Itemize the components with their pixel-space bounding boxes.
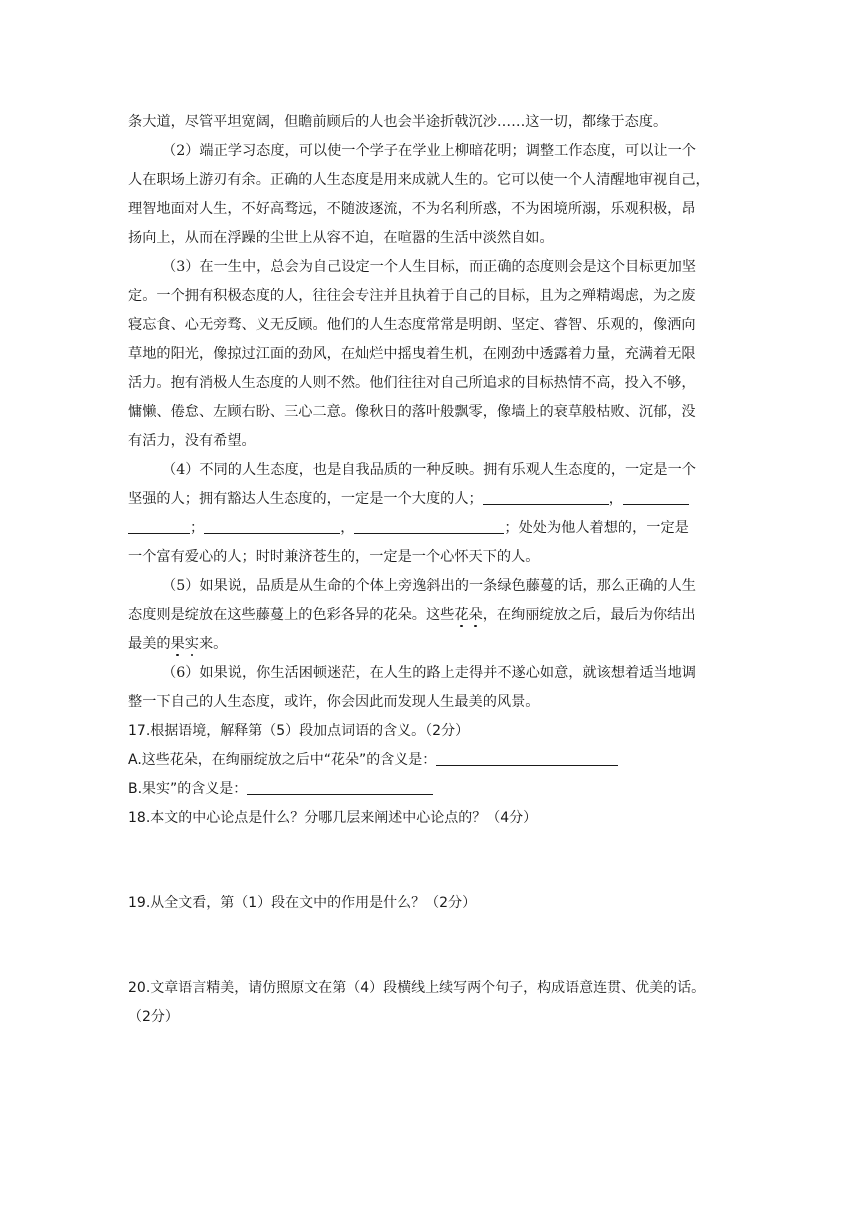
paragraph-4-text: 坚强的人；拥有豁达人生态度的，一定是一个大度的人； (128, 491, 483, 507)
answer-blank-17b[interactable] (247, 778, 433, 795)
paragraph-4-text: ， (608, 491, 623, 507)
paragraph-3-line: 寝忘食、心无旁骛、义无反顾。他们的人生态度常常是明朗、坚定、睿智、乐观的，像洒向 (128, 317, 696, 333)
paragraph-5-line (128, 601, 732, 630)
question-17b-prompt: B.果实”的含义是： (128, 781, 248, 797)
paragraph-6-line: 整一下自己的人生态度，或许，你会因此而发现人生最美的风景。 (128, 694, 540, 710)
paragraph-4-line: （4）不同的人生态度，也是自我品质的一种反映。拥有乐观人生态度的，一定是一个 (162, 462, 696, 478)
paragraph-1-tail: 条大道，尽管平坦宽阔，但瞻前顾后的人也会半途折戟沉沙……这一切，都缘于态度。 (128, 114, 668, 130)
dotted-char: 果 (170, 636, 185, 652)
paragraph-4 (128, 456, 732, 572)
paragraph-6 (128, 659, 732, 717)
paragraph-3-line: 慵懒、倦怠、左顾右盼、三心二意。像秋日的落叶般飘零，像墙上的衰草般枯败、沉郁，没 (128, 404, 696, 420)
paragraph-3-line: （3）在一生中，总会为自己设定一个人生目标，而正确的态度则会是这个目标更加坚 (162, 259, 696, 275)
paragraph-2 (128, 137, 732, 253)
question-20-score: （2分） (128, 1009, 179, 1025)
question-17a-line (128, 746, 732, 775)
paragraph-4-line: 一个富有爱心的人；时时兼济苍生的，一定是一个心怀天下的人。 (128, 549, 540, 565)
question-17 (128, 717, 732, 804)
dotted-char: 实 (184, 636, 199, 652)
fill-blank-3[interactable] (204, 517, 340, 534)
question-17a-prompt: A.这些花朵，在绚丽绽放之后中“花朵”的含义是： (128, 752, 437, 768)
paragraph-5-line: （5）如果说，品质是从生命的个体上旁逸斜出的一条绿色藤蔓的话，那么正确的人生 (162, 578, 696, 594)
paragraph-4-text: ；处处为他人着想的，一定是 (504, 520, 689, 536)
paragraph-5-text: 态度则是绽放在这些藤蔓上的色彩各异的花朵。这些 (128, 607, 455, 623)
paragraph-4-text: ， (340, 520, 355, 536)
paragraph-3-line: 有活力，没有希望。 (128, 433, 256, 449)
paragraph-2-line: 理智地面对人生，不好高骛远，不随波逐流，不为名利所惑，不为困境所溺，乐观积极，昂 (128, 201, 696, 217)
question-19-prompt: 19.从全文看，第（1）段在文中的作用是什么？（2分） (128, 895, 477, 911)
paragraph-3-line: 定。一个拥有积极态度的人，往往会专注并且执着于自己的目标，且为之殚精竭虑，为之废 (128, 288, 696, 304)
fill-blank-2[interactable] (623, 488, 689, 505)
paragraph-2-line: 人在职场上游刃有余。正确的人生态度是用来成就人生的。它可以使一个人清醒地审视自己， (128, 172, 710, 188)
dotted-char: 朵 (468, 607, 483, 623)
question-18-prompt: 18.本文的中心论点是什么？分哪几层来阐述中心论点的？（4分） (128, 810, 538, 826)
paragraph-2-line: （2）端正学习态度，可以使一个学子在学业上柳暗花明；调整工作态度，可以让一个 (162, 143, 696, 159)
paragraph-4-text: ； (190, 520, 205, 536)
paragraph-5-text: 来。 (198, 636, 228, 652)
paragraph-5-text: ，在绚丽绽放之后，最后为你结出 (482, 607, 696, 623)
fill-blank-1[interactable] (483, 488, 609, 505)
paragraph-4-line (128, 514, 732, 543)
answer-space-18[interactable] (128, 833, 732, 889)
paragraph-2-line: 扬向上，从而在浮躁的尘世上从容不迫，在喧嚣的生活中淡然自如。 (128, 230, 554, 246)
answer-space-19[interactable] (128, 918, 732, 974)
paragraph-6-line: （6）如果说，你生活困顿迷茫，在人生的路上走得并不遂心如意，就该想着适当地调 (162, 665, 696, 681)
paragraph-5 (128, 572, 732, 659)
dotted-char: 花 (454, 607, 469, 623)
fill-blank-4[interactable] (354, 517, 504, 534)
question-17-prompt: 17.根据语境，解释第（5）段加点词语的含义。（2分） (128, 723, 470, 739)
paragraph-5-line (128, 630, 732, 659)
exam-page (128, 108, 732, 1032)
question-17b-line (128, 775, 732, 804)
paragraph-5-text: 最美的 (128, 636, 171, 652)
paragraph-3-line: 草地的阳光，像掠过江面的劲风，在灿烂中摇曳着生机，在刚劲中透露着力量，充满着无限 (128, 346, 696, 362)
paragraph-4-line (128, 485, 732, 514)
paragraph-3-line: 活力。抱有消极人生态度的人则不然。他们往往对自己所追求的目标热情不高，投入不够， (128, 375, 696, 391)
answer-blank-17a[interactable] (436, 749, 618, 766)
fill-blank-2-cont[interactable] (128, 517, 190, 534)
question-20-prompt: 20.文章语言精美，请仿照原文在第（4）段横线上续写两个句子，构成语意连贯、优美的话。 (128, 980, 706, 996)
paragraph-3 (128, 253, 732, 456)
